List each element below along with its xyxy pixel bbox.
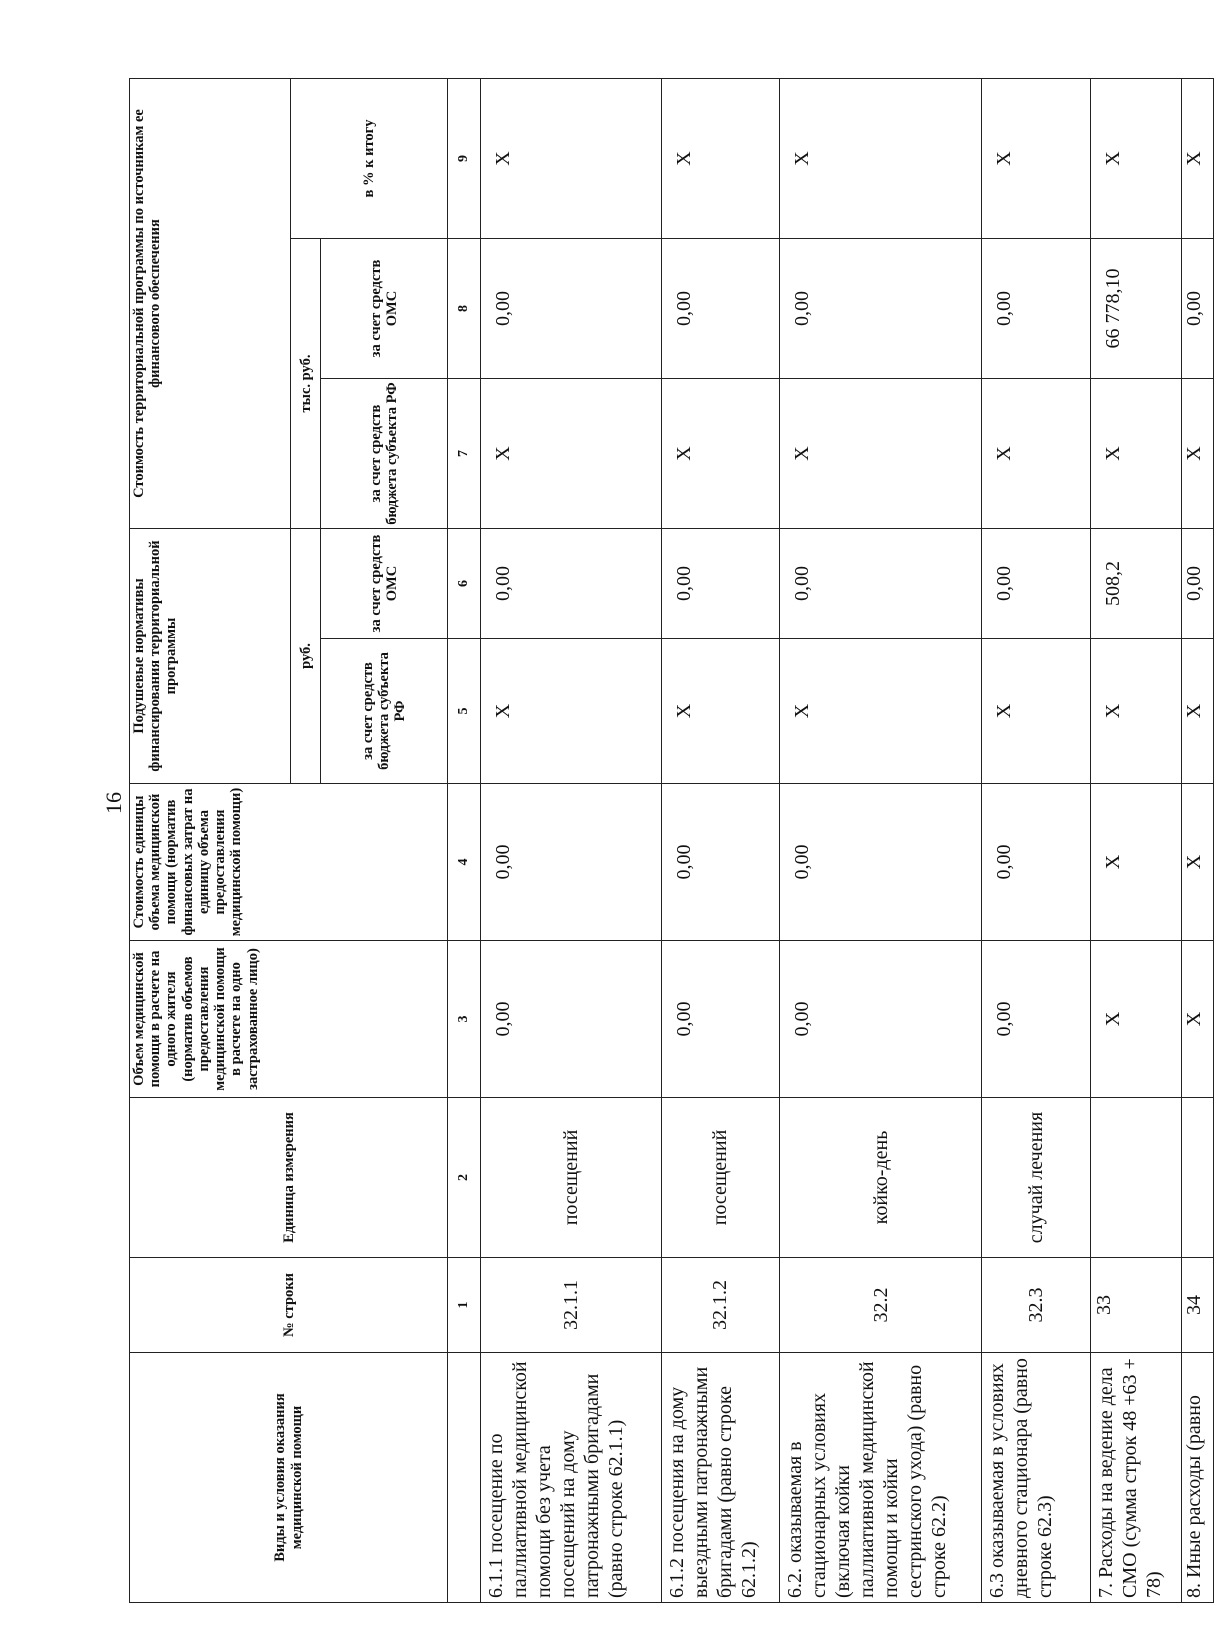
row-oms-rub: 0,00	[661, 529, 780, 639]
row-unit: койко-день	[780, 1098, 982, 1258]
row-number: 32.2	[780, 1258, 982, 1353]
header-cost: Стоимость единицы объема медицинской помощи (норматив финансовых затрат на единицу объема предоставления медицинской помощи)	[130, 784, 448, 941]
row-oms-thrub: 0,00	[780, 239, 982, 379]
table-row	[661, 79, 780, 1603]
table-row	[480, 79, 661, 1603]
row-percent: X	[480, 79, 661, 239]
header-unit-thrub: тыс. руб.	[291, 239, 321, 529]
row-budget-rub: X	[982, 639, 1090, 784]
row-unit	[1181, 1098, 1213, 1258]
row-budget-thrub: X	[1090, 379, 1181, 529]
table-row	[780, 79, 982, 1603]
header-oms-thrub: за счет средств ОМС	[321, 239, 448, 379]
row-name: 7. Расходы на ведение дела СМО (сумма строк 48 +63 + 78)	[1090, 1353, 1181, 1603]
column-number: 4	[448, 784, 480, 941]
row-oms-thrub: 0,00	[1181, 239, 1213, 379]
row-oms-thrub: 0,00	[661, 239, 780, 379]
header-budget-rub: за счет средств бюджета субъекта РФ	[321, 639, 448, 784]
row-oms-rub: 0,00	[480, 529, 661, 639]
header-percent: в % к итогу	[291, 79, 448, 239]
row-budget-rub: X	[661, 639, 780, 784]
header-unit: Единица измерения	[130, 1098, 448, 1258]
rotated-page	[129, 79, 1214, 1603]
row-cost: 0,00	[982, 784, 1090, 941]
column-number: 5	[448, 639, 480, 784]
row-percent: X	[1090, 79, 1181, 239]
row-budget-thrub: X	[661, 379, 780, 529]
row-budget-rub: X	[480, 639, 661, 784]
row-oms-rub: 508,2	[1090, 529, 1181, 639]
row-cost: 0,00	[480, 784, 661, 941]
row-volume: 0,00	[780, 941, 982, 1098]
row-volume: 0,00	[661, 941, 780, 1098]
row-percent: X	[1181, 79, 1213, 239]
row-cost: X	[1090, 784, 1181, 941]
page-number: 16	[101, 792, 126, 814]
row-budget-rub: X	[1181, 639, 1213, 784]
column-number: 7	[448, 379, 480, 529]
column-number: 1	[448, 1258, 480, 1353]
financing-table	[129, 78, 1214, 1603]
column-number: 9	[448, 79, 480, 239]
row-budget-thrub: X	[480, 379, 661, 529]
row-name: 8. Иные расходы (равно	[1181, 1353, 1213, 1603]
row-number: 32.1.2	[661, 1258, 780, 1353]
row-volume: 0,00	[480, 941, 661, 1098]
row-oms-thrub: 66 778,10	[1090, 239, 1181, 379]
table-row	[1181, 79, 1213, 1603]
row-budget-rub: X	[780, 639, 982, 784]
row-name: 6.3 оказываемая в условиях дневного стационара (равно строке 62.3)	[982, 1353, 1090, 1603]
row-unit: случай лечения	[982, 1098, 1090, 1258]
header-cost-group: Стоимость территориальной программы по источникам ее финансового обеспечения	[130, 79, 291, 529]
row-unit: посещений	[661, 1098, 780, 1258]
row-name: 6.2. оказываемая в стационарных условиях (включая койки паллиативной медицинской помощи и койки сестринского ухода) (равно строке 62.2)	[780, 1353, 982, 1603]
column-number: 8	[448, 239, 480, 379]
row-volume: X	[1090, 941, 1181, 1098]
row-cost: 0,00	[780, 784, 982, 941]
row-number: 32.3	[982, 1258, 1090, 1353]
row-name: 6.1.1 посещение по паллиативной медицинской помощи без учета посещений на дому патронажными бригадами (равно строке 62.1.1)	[480, 1353, 661, 1603]
header-budget-thrub: за счет средств бюджета субъекта РФ	[321, 379, 448, 529]
header-oms-rub: за счет средств ОМС	[321, 529, 448, 639]
row-budget-rub: X	[1090, 639, 1181, 784]
header-unit-rub: руб.	[291, 529, 321, 784]
row-cost: 0,00	[661, 784, 780, 941]
column-number: 6	[448, 529, 480, 639]
row-budget-thrub: X	[982, 379, 1090, 529]
row-oms-thrub: 0,00	[480, 239, 661, 379]
header-percap-group: Подушевые нормативы финансирования территориальной программы	[130, 529, 291, 784]
row-unit: посещений	[480, 1098, 661, 1258]
row-volume: X	[1181, 941, 1213, 1098]
row-oms-rub: 0,00	[780, 529, 982, 639]
row-number: 33	[1090, 1258, 1181, 1353]
row-cost: X	[1181, 784, 1213, 941]
table-row	[1090, 79, 1181, 1603]
row-oms-rub: 0,00	[982, 529, 1090, 639]
row-oms-rub: 0,00	[1181, 529, 1213, 639]
column-number: 3	[448, 941, 480, 1098]
column-number-row	[448, 79, 480, 1603]
column-number: 2	[448, 1098, 480, 1258]
row-budget-thrub: X	[1181, 379, 1213, 529]
header-row-1	[130, 79, 291, 1603]
header-kind: Виды и условия оказания медицинской помощи	[130, 1353, 448, 1603]
header-row-no: № строки	[130, 1258, 448, 1353]
row-percent: X	[982, 79, 1090, 239]
column-number-blank	[448, 1353, 480, 1603]
row-percent: X	[661, 79, 780, 239]
row-oms-thrub: 0,00	[982, 239, 1090, 379]
row-volume: 0,00	[982, 941, 1090, 1098]
row-number: 32.1.1	[480, 1258, 661, 1353]
row-unit	[1090, 1098, 1181, 1258]
row-percent: X	[780, 79, 982, 239]
row-number: 34	[1181, 1258, 1213, 1353]
header-volume: Объем медицинской помощи в расчете на одного жителя (норматив объемов предоставления медицинской помощи в расчете на одно застрахованное лицо)	[130, 941, 448, 1098]
row-budget-thrub: X	[780, 379, 982, 529]
table-row	[982, 79, 1090, 1603]
row-name: 6.1.2 посещения на дому выездными патронажными бригадами (равно строке 62.1.2)	[661, 1353, 780, 1603]
